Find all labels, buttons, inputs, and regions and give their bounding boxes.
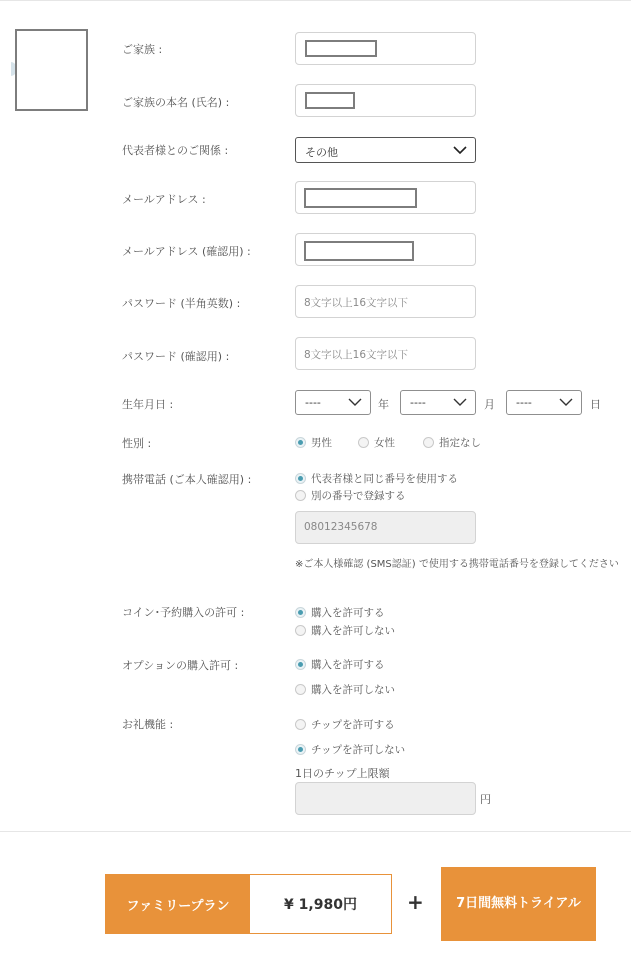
option-purchase-allow[interactable]: 購入を許可する xyxy=(295,657,385,672)
gender-option-female[interactable]: 女性 xyxy=(358,435,395,450)
option-purchase-label: オプションの購入許可 : xyxy=(122,659,239,672)
chevron-down-icon xyxy=(347,394,363,410)
relation-label: 代表者様とのご関係 : xyxy=(122,144,229,157)
relation-value: その他 xyxy=(305,146,338,159)
password-field[interactable] xyxy=(295,285,476,318)
top-divider xyxy=(0,0,631,1)
radio-icon xyxy=(295,719,306,730)
radio-selected-icon xyxy=(295,437,306,448)
chevron-down-icon xyxy=(558,394,574,410)
phone-number-field[interactable] xyxy=(295,511,476,544)
radio-selected-icon xyxy=(295,607,306,618)
redacted-text xyxy=(304,188,417,208)
chevron-down-icon xyxy=(452,142,468,158)
birth-month-select[interactable] xyxy=(400,390,476,415)
chevron-down-icon xyxy=(452,394,468,410)
month-unit: 月 xyxy=(484,398,495,411)
password-confirm-placeholder: 8文字以上16文字以下 xyxy=(304,349,409,361)
plan-name: ファミリープラン xyxy=(106,875,250,933)
email-label: メールアドレス : xyxy=(122,193,206,206)
radio-icon xyxy=(295,625,306,636)
password-label: パスワード (半角英数) : xyxy=(122,297,241,310)
birth-year-value: ---- xyxy=(305,396,321,409)
tip-limit-unit: 円 xyxy=(480,793,491,806)
email-confirm-field[interactable] xyxy=(295,233,476,266)
avatar-redacted xyxy=(15,29,88,111)
radio-icon xyxy=(358,437,369,448)
email-field[interactable] xyxy=(295,181,476,214)
tip-option-allow[interactable]: チップを許可する xyxy=(295,717,395,732)
radio-icon xyxy=(295,490,306,501)
phone-option-other[interactable]: 別の番号で登録する xyxy=(295,488,406,503)
email-confirm-label: メールアドレス (確認用) : xyxy=(122,245,251,258)
redacted-text xyxy=(305,40,377,57)
relation-select[interactable] xyxy=(295,137,476,163)
year-unit: 年 xyxy=(378,398,389,411)
radio-selected-icon xyxy=(295,473,306,484)
phone-number-value: 08012345678 xyxy=(304,521,378,533)
family-field[interactable] xyxy=(295,32,476,65)
tip-label: お礼機能 : xyxy=(122,718,174,731)
phone-label: 携帯電話 (ご本人確認用) : xyxy=(122,473,252,486)
birth-month-value: ---- xyxy=(410,396,426,409)
password-placeholder: 8文字以上16文字以下 xyxy=(304,297,409,309)
gender-option-unspecified[interactable]: 指定なし xyxy=(423,435,481,450)
coin-option-allow[interactable]: 購入を許可する xyxy=(295,605,385,620)
real-name-field[interactable] xyxy=(295,84,476,117)
gender-option-male[interactable]: 男性 xyxy=(295,435,332,450)
phone-option-same[interactable]: 代表者様と同じ番号を使用する xyxy=(295,471,458,486)
birth-day-select[interactable] xyxy=(506,390,582,415)
tip-option-deny[interactable]: チップを許可しない xyxy=(295,742,405,757)
radio-icon xyxy=(295,684,306,695)
phone-note: ※ご本人様確認 (SMS認証) で使用する携帯電話番号を登録してください xyxy=(295,559,619,570)
redacted-text xyxy=(305,92,355,109)
birth-year-select[interactable] xyxy=(295,390,371,415)
tip-limit-label: 1日のチップ上限額 xyxy=(295,767,390,780)
footer-divider xyxy=(0,831,631,832)
birthday-label: 生年月日 : xyxy=(122,398,174,411)
redacted-text xyxy=(304,241,414,261)
coin-option-deny[interactable]: 購入を許可しない xyxy=(295,623,395,638)
real-name-label: ご家族の本名 (氏名) : xyxy=(122,96,230,109)
option-purchase-deny[interactable]: 購入を許可しない xyxy=(295,682,395,697)
day-unit: 日 xyxy=(590,398,601,411)
gender-label: 性別 : xyxy=(122,437,152,450)
radio-icon xyxy=(423,437,434,448)
plan-box xyxy=(105,874,392,934)
radio-selected-icon xyxy=(295,659,306,670)
birth-day-value: ---- xyxy=(516,396,532,409)
coin-purchase-label: コイン･予約購入の許可 : xyxy=(122,606,245,619)
tip-limit-field[interactable] xyxy=(295,782,476,815)
radio-selected-icon xyxy=(295,744,306,755)
password-confirm-label: パスワード (確認用) : xyxy=(122,350,230,363)
plan-price: ¥ 1,980円 xyxy=(284,897,357,913)
plus-icon: + xyxy=(407,890,424,914)
password-confirm-field[interactable] xyxy=(295,337,476,370)
free-trial-button[interactable]: 7日間無料トライアル xyxy=(441,867,596,941)
family-label: ご家族 : xyxy=(122,43,163,56)
